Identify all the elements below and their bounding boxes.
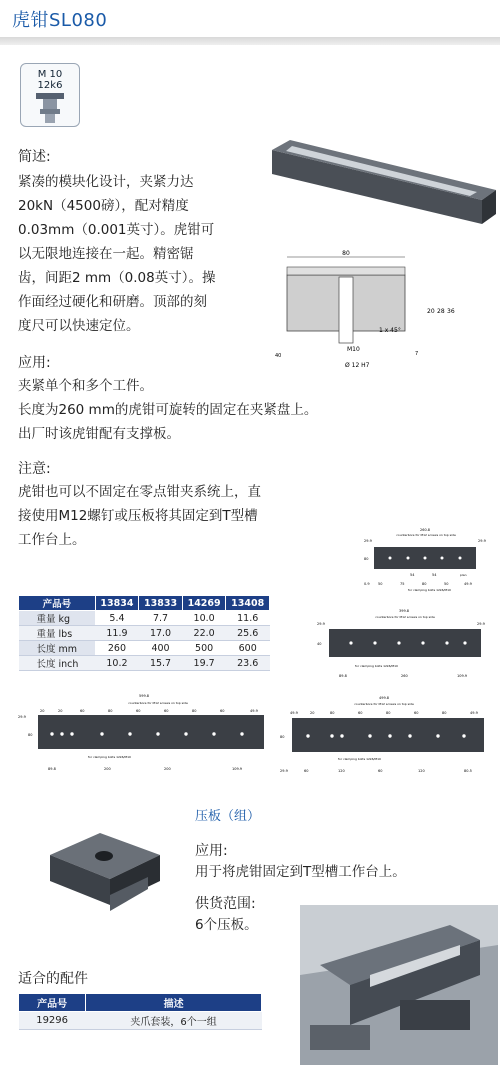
svg-text:counterbore for M12 screws on: counterbore for M12 screws on top side <box>375 615 435 619</box>
plate-supply-text: 6个压板。 <box>195 917 258 933</box>
svg-text:120: 120 <box>338 769 345 773</box>
svg-text:54: 54 <box>432 573 437 577</box>
bolt-icon <box>30 91 70 125</box>
svg-text:60: 60 <box>378 769 383 773</box>
svg-text:36: 36 <box>447 308 455 315</box>
svg-text:counterbore for M12 screws on: counterbore for M12 screws on top side <box>396 533 456 537</box>
svg-text:7: 7 <box>415 351 419 357</box>
plate-supply-heading: 供货范围: <box>195 896 256 912</box>
svg-text:80: 80 <box>192 709 197 713</box>
svg-text:75: 75 <box>400 582 405 586</box>
table-row: 长度 inch 10.2 15.7 19.7 23.6 <box>19 656 270 671</box>
svg-text:49.9: 49.9 <box>290 711 298 715</box>
title-divider <box>0 37 500 45</box>
svg-text:89.8: 89.8 <box>48 767 56 771</box>
cross-section-drawing <box>275 247 455 377</box>
svg-text:plan: plan <box>460 573 467 577</box>
svg-text:50: 50 <box>444 582 449 586</box>
svg-text:50: 50 <box>378 582 383 586</box>
application-heading: 应用: <box>18 355 51 371</box>
plate-app-text: 用于将虎钳固定到T型槽工作台上。 <box>195 864 406 880</box>
svg-text:49.9: 49.9 <box>464 582 472 586</box>
svg-text:60: 60 <box>304 769 309 773</box>
svg-text:109.9: 109.9 <box>232 767 243 771</box>
svg-text:29.9: 29.9 <box>364 539 372 543</box>
svg-text:120: 120 <box>418 769 425 773</box>
svg-text:399.8: 399.8 <box>398 609 410 613</box>
clamping-plate-image <box>40 825 170 920</box>
svg-text:49.9: 49.9 <box>470 711 478 715</box>
svg-text:54: 54 <box>410 573 415 577</box>
plate-app-heading: 应用: <box>195 843 228 859</box>
spec-box-line2: 12k6 <box>37 80 63 91</box>
spec-box <box>20 63 80 127</box>
svg-text:80: 80 <box>28 733 33 737</box>
svg-text:80: 80 <box>386 711 391 715</box>
page-title: 虎钳SL080 <box>12 10 108 31</box>
svg-text:counterbore for M12 screws on: counterbore for M12 screws on top side <box>128 701 188 705</box>
svg-text:29.9: 29.9 <box>317 622 325 626</box>
svg-text:29.9: 29.9 <box>280 769 288 773</box>
svg-text:28: 28 <box>437 308 445 315</box>
intro-text: 紧凑的模块化设计，夹紧力达 20kN（4500磅），配对精度 0.03mm（0.001英寸）。虎钳可 以无限地连接在一起。精密锯 齿，间距2 mm（0.08英寸）。操 作面经过硬化和研磨。顶部的刻 度尺可以快速定位。 <box>18 174 216 334</box>
application-text: 夹紧单个和多个工件。 长度为260 mm的虎钳可旋转的固定在夹紧盘上。 出厂时该虎钳配有支撑板。 <box>18 378 318 442</box>
svg-text:for clamping bolts 12k6/M10: for clamping bolts 12k6/M10 <box>408 588 451 592</box>
svg-text:20: 20 <box>40 709 45 713</box>
svg-text:29.9: 29.9 <box>18 715 26 719</box>
svg-text:89.8: 89.8 <box>339 674 347 678</box>
svg-text:200: 200 <box>164 767 171 771</box>
svg-text:499.8: 499.8 <box>378 696 390 700</box>
svg-text:29.9: 29.9 <box>478 539 486 543</box>
accessories-table: 产品号 描述 19296 夹爪套装，6个一组 <box>18 993 262 1030</box>
svg-text:M10: M10 <box>347 346 360 353</box>
accessories-heading: 适合的配件 <box>18 971 88 987</box>
svg-text:1 x 45°: 1 x 45° <box>379 327 401 334</box>
svg-text:for clamping bolts 12k6/M10: for clamping bolts 12k6/M10 <box>355 664 398 668</box>
svg-text:80: 80 <box>442 711 447 715</box>
svg-text:49.9: 49.9 <box>250 709 258 713</box>
drawing-400 <box>315 605 493 683</box>
table-row: 长度 mm 260 400 500 600 <box>19 641 270 656</box>
table-row: 重量 kg 5.4 7.7 10.0 11.6 <box>19 611 270 626</box>
svg-text:80: 80 <box>108 709 113 713</box>
svg-text:260: 260 <box>401 674 408 678</box>
svg-text:20: 20 <box>310 711 315 715</box>
vise-product-image <box>262 138 497 243</box>
svg-text:60: 60 <box>414 711 419 715</box>
table-row: 19296 夹爪套装，6个一组 <box>19 1012 262 1030</box>
assembly-photo <box>300 905 498 1065</box>
svg-text:40: 40 <box>275 353 282 359</box>
svg-text:60: 60 <box>220 709 225 713</box>
svg-text:109.9: 109.9 <box>457 674 468 678</box>
svg-text:40: 40 <box>317 642 322 646</box>
svg-text:599.8: 599.8 <box>138 694 150 698</box>
svg-text:60: 60 <box>136 709 141 713</box>
svg-text:0.9: 0.9 <box>364 582 370 586</box>
svg-text:60: 60 <box>164 709 169 713</box>
svg-text:200: 200 <box>104 767 111 771</box>
notice-heading: 注意: <box>18 461 51 477</box>
svg-text:for clamping bolts 12k6/M10: for clamping bolts 12k6/M10 <box>88 755 131 759</box>
svg-text:counterbore for M12 screws on: counterbore for M12 screws on top side <box>354 702 414 706</box>
drawing-600 <box>18 690 270 775</box>
svg-text:80: 80 <box>364 557 369 561</box>
notice-text: 虎钳也可以不固定在零点钳夹系统上，直 接使用M12螺钉或压板将其固定到T型槽 工作台上。 <box>18 484 261 548</box>
svg-text:20: 20 <box>427 308 435 315</box>
svg-text:80.5: 80.5 <box>464 769 472 773</box>
plate-title: 压板（组） <box>195 809 261 824</box>
intro-heading: 简述: <box>18 149 51 165</box>
drawing-260 <box>360 525 490 593</box>
spec-table: 产品号 13834 13833 14269 13408 重量 kg 5.4 7.7 10.0 11.6 重量 lbs 11.9 17.0 22.0 25.6 长度 mm 260 400 500 600 长度 inch 10.2 15.7 19.7 23.6 <box>18 595 270 671</box>
svg-text:29.9: 29.9 <box>477 622 485 626</box>
spec-box-line1: M 10 <box>37 69 63 80</box>
svg-text:260.8: 260.8 <box>419 528 431 532</box>
svg-text:80: 80 <box>330 711 335 715</box>
svg-text:for clamping bolts 12k6/M10: for clamping bolts 12k6/M10 <box>338 757 381 761</box>
svg-text:80: 80 <box>422 582 427 586</box>
svg-text:20: 20 <box>58 709 63 713</box>
table-row: 重量 lbs 11.9 17.0 22.0 25.6 <box>19 626 270 641</box>
svg-text:Ø 12 H7: Ø 12 H7 <box>345 362 370 369</box>
svg-text:80: 80 <box>342 250 350 257</box>
drawing-500 <box>278 692 490 777</box>
svg-text:60: 60 <box>358 711 363 715</box>
svg-text:80: 80 <box>280 735 285 739</box>
svg-text:60: 60 <box>80 709 85 713</box>
